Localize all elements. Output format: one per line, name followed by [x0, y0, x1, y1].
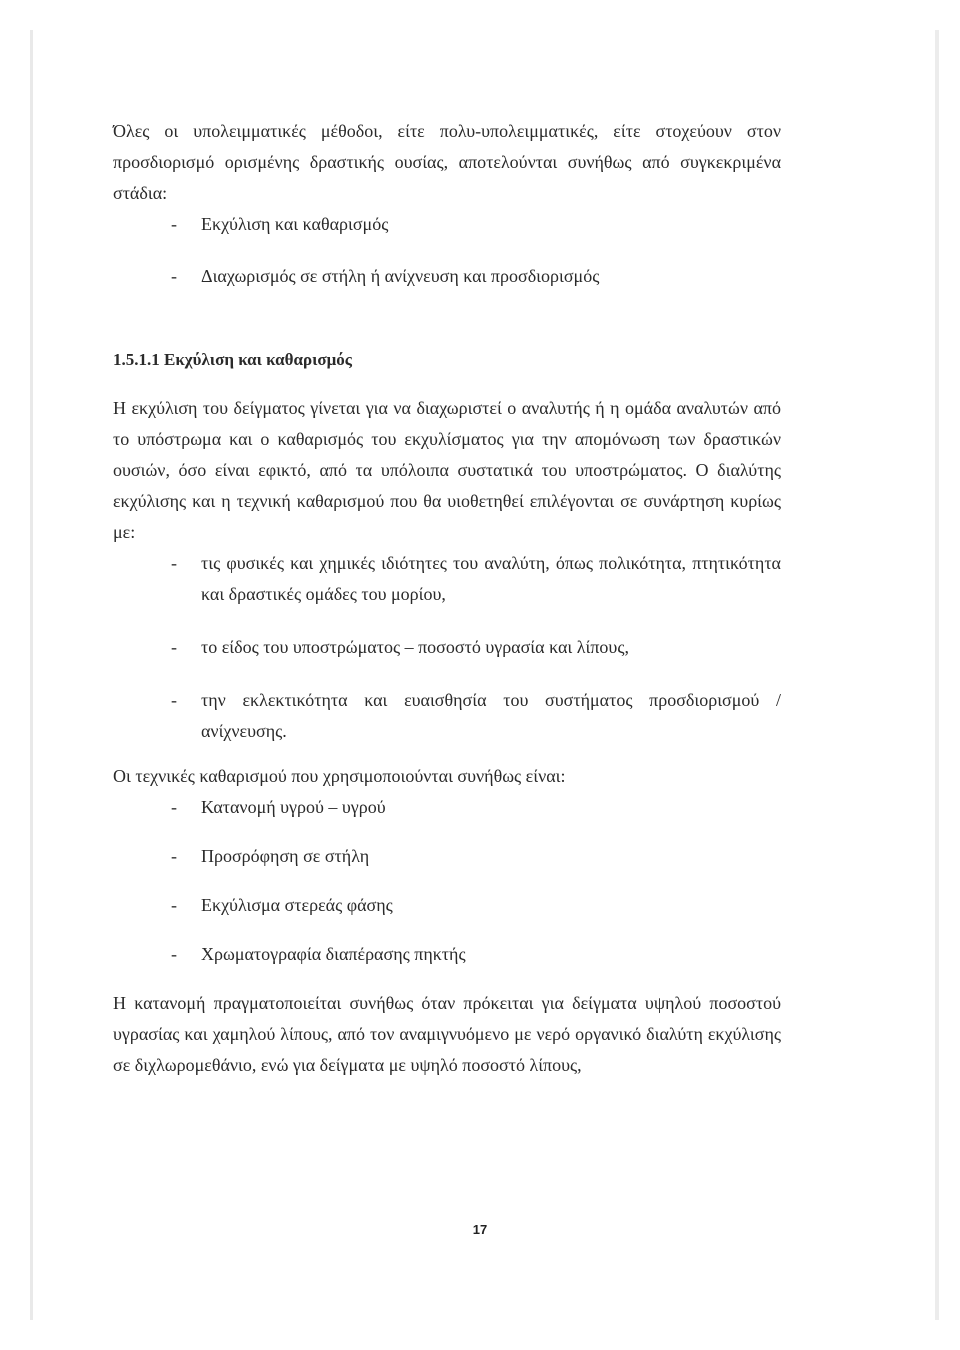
list-item — [113, 261, 781, 292]
list-item-text: την εκλεκτικότητα και ευαισθησία του συστήματος προσδιορισμού / ανίχνευσης. — [201, 690, 781, 741]
page-number: 17 — [472, 1222, 488, 1237]
dash-bullet: - — [171, 797, 177, 817]
dash-bullet: - — [171, 553, 177, 573]
partition-paragraph: Η κατανομή πραγματοποιείται συνήθως όταν πρόκειται για δείγματα υψηλού ποσοστού υγρασίας και χαμηλού λίπους, από τον αναμιγνυόμενο με νερό οργανικό διαλύτη εκχύλισης σε διχλωρομεθάνιο, ενώ για δείγματα με υψηλό ποσοστό λίπους, — [113, 993, 781, 1075]
techniques-list — [113, 792, 781, 970]
list-item — [113, 841, 781, 872]
list-item-text: Προσρόφηση σε στήλη — [201, 846, 370, 866]
list-item — [113, 890, 781, 921]
list-item — [113, 632, 781, 663]
stages-list — [113, 209, 781, 292]
extraction-paragraph: Η εκχύλιση του δείγματος γίνεται για να διαχωριστεί ο αναλυτής ή η ομάδα αναλυτών από το υπόστρωμα και ο καθαρισμός του εκχυλίσματος για την απομόνωση των δραστικών ουσιών, όσο είναι εφικτό, από τα υπόλοιπα συστατικά του υποστρώματος. Ο διαλύτης εκχύλισης και η τεχνική καθαρισμού που θα υιοθετηθεί επιλέγονται σε συνάρτηση κυρίως με: — [113, 398, 781, 542]
list-item-text: Κατανομή υγρού – υγρού — [201, 797, 386, 817]
list-item-text: τις φυσικές και χημικές ιδιότητες του αναλύτη, όπως πολικότητα, πτητικότητα και δραστικές ομάδες του μορίου, — [201, 553, 781, 604]
dash-bullet: - — [171, 214, 177, 234]
list-item — [113, 209, 781, 240]
list-item-text: Εκχύλισμα στερεάς φάσης — [201, 895, 393, 915]
section-heading: 1.5.1.1 Εκχύλιση και καθαρισμός — [113, 350, 352, 369]
intro-paragraph: Όλες οι υπολειμματικές μέθοδοι, είτε πολυ-υπολειμματικές, είτε στοχεύουν στον προσδιορισμό ορισμένης δραστικής ουσίας, αποτελούνται συνήθως από συγκεκριμένα στάδια: — [113, 121, 781, 203]
page-body — [113, 116, 781, 1081]
list-item-text: Χρωματογραφία διαπέρασης πηκτής — [201, 944, 466, 964]
techniques-intro: Οι τεχνικές καθαρισμού που χρησιμοποιούνται συνήθως είναι: — [113, 766, 566, 786]
dash-bullet: - — [171, 846, 177, 866]
dash-bullet: - — [171, 637, 177, 657]
scan-edge-right — [935, 30, 939, 1320]
list-item — [113, 939, 781, 970]
dash-bullet: - — [171, 266, 177, 286]
scan-edge-left — [30, 30, 33, 1320]
list-item — [113, 792, 781, 823]
list-item — [113, 548, 781, 610]
criteria-list — [113, 548, 781, 747]
list-item-text: Διαχωρισμός σε στήλη ή ανίχνευση και προσδιορισμός — [201, 266, 600, 286]
dash-bullet: - — [171, 944, 177, 964]
list-item-text: το είδος του υποστρώματος – ποσοστό υγρασία και λίπους, — [201, 637, 629, 657]
dash-bullet: - — [171, 895, 177, 915]
list-item-text: Εκχύλιση και καθαρισμός — [201, 214, 389, 234]
list-item — [113, 685, 781, 747]
dash-bullet: - — [171, 690, 177, 710]
